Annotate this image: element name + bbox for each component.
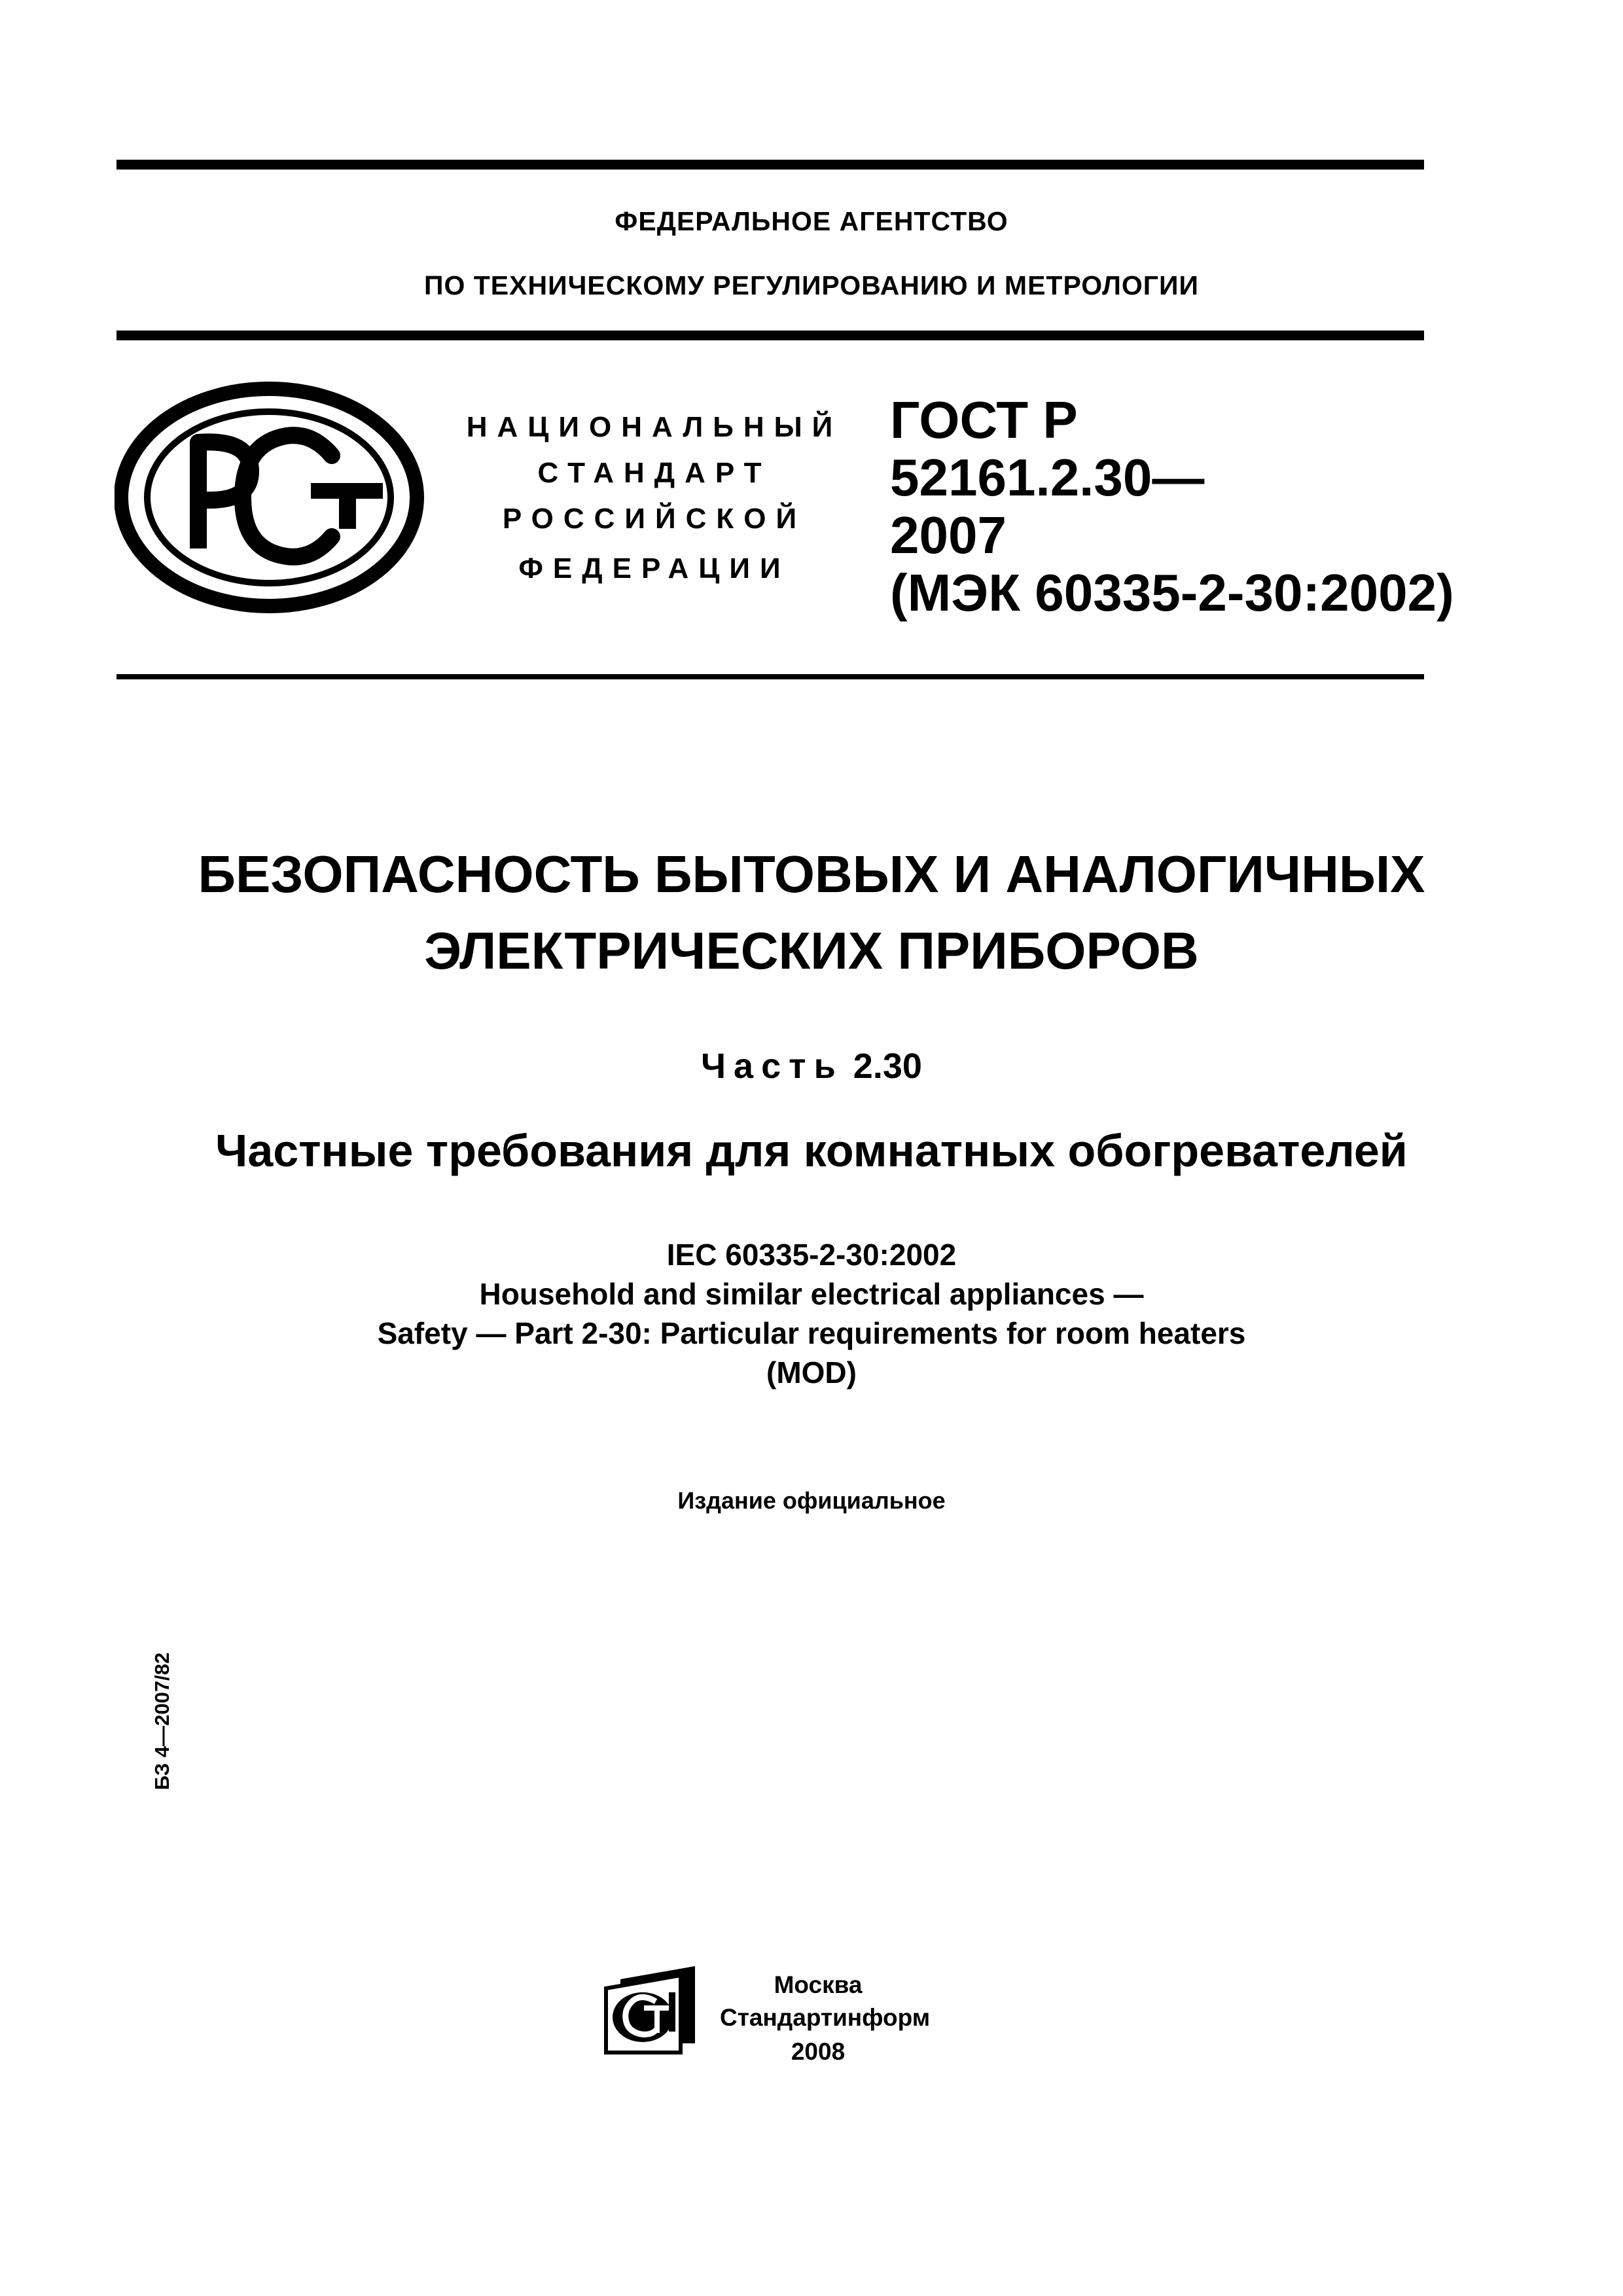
publisher-year: 2008	[791, 2038, 846, 2065]
subtitle: Частные требования для комнатных обогревателей	[215, 1125, 1408, 1176]
part-heading	[0, 1046, 1623, 1086]
title-line-2: ЭЛЕКТРИЧЕСКИХ ПРИБОРОВ	[424, 922, 1199, 980]
national-standard-line-4: ФЕДЕРАЦИИ	[518, 552, 791, 584]
side-code: БЗ 4—2007/82	[151, 1652, 173, 1790]
top-rule	[116, 160, 1424, 170]
title-line-1: БЕЗОПАСНОСТЬ БЫТОВЫХ И АНАЛОГИЧНЫХ	[198, 845, 1425, 903]
designation-line-3: 2007	[890, 506, 1007, 564]
national-standard-line-2: СТАНДАРТ	[537, 457, 772, 489]
national-standard-line-1: НАЦИОНАЛЬНЫЙ	[466, 411, 843, 443]
standartinform-logo-icon	[602, 1964, 704, 2055]
iec-line-3: Safety — Part 2-30: Particular requirements for room heaters	[377, 1316, 1246, 1350]
rst-conformity-mark-icon	[115, 378, 425, 614]
agency-line-1: ФЕДЕРАЛЬНОЕ АГЕНТСТВО	[615, 206, 1008, 236]
edition-label: Издание официальное	[677, 1487, 946, 1514]
agency-rule	[116, 331, 1424, 340]
header-rule	[116, 674, 1424, 679]
publisher-name: Стандартинформ	[720, 2004, 931, 2031]
iec-line-2: Household and similar electrical appliances —	[479, 1277, 1144, 1311]
national-standard-line-3: РОССИЙСКОЙ	[502, 503, 807, 535]
part-number: 2.30	[853, 1047, 922, 1086]
iec-line-4: (MOD)	[766, 1355, 857, 1390]
agency-line-2: ПО ТЕХНИЧЕСКОМУ РЕГУЛИРОВАНИЮ И МЕТРОЛОГИИ	[424, 270, 1199, 300]
designation-line-2: 52161.2.30—	[890, 448, 1205, 507]
part-label: Часть	[701, 1047, 844, 1086]
iec-line-1: IEC 60335-2-30:2002	[666, 1238, 957, 1272]
designation-line-1: ГОСТ Р	[890, 391, 1078, 449]
publisher-city: Москва	[774, 1971, 863, 1998]
designation-line-4: (МЭК 60335-2-30:2002)	[890, 564, 1454, 622]
